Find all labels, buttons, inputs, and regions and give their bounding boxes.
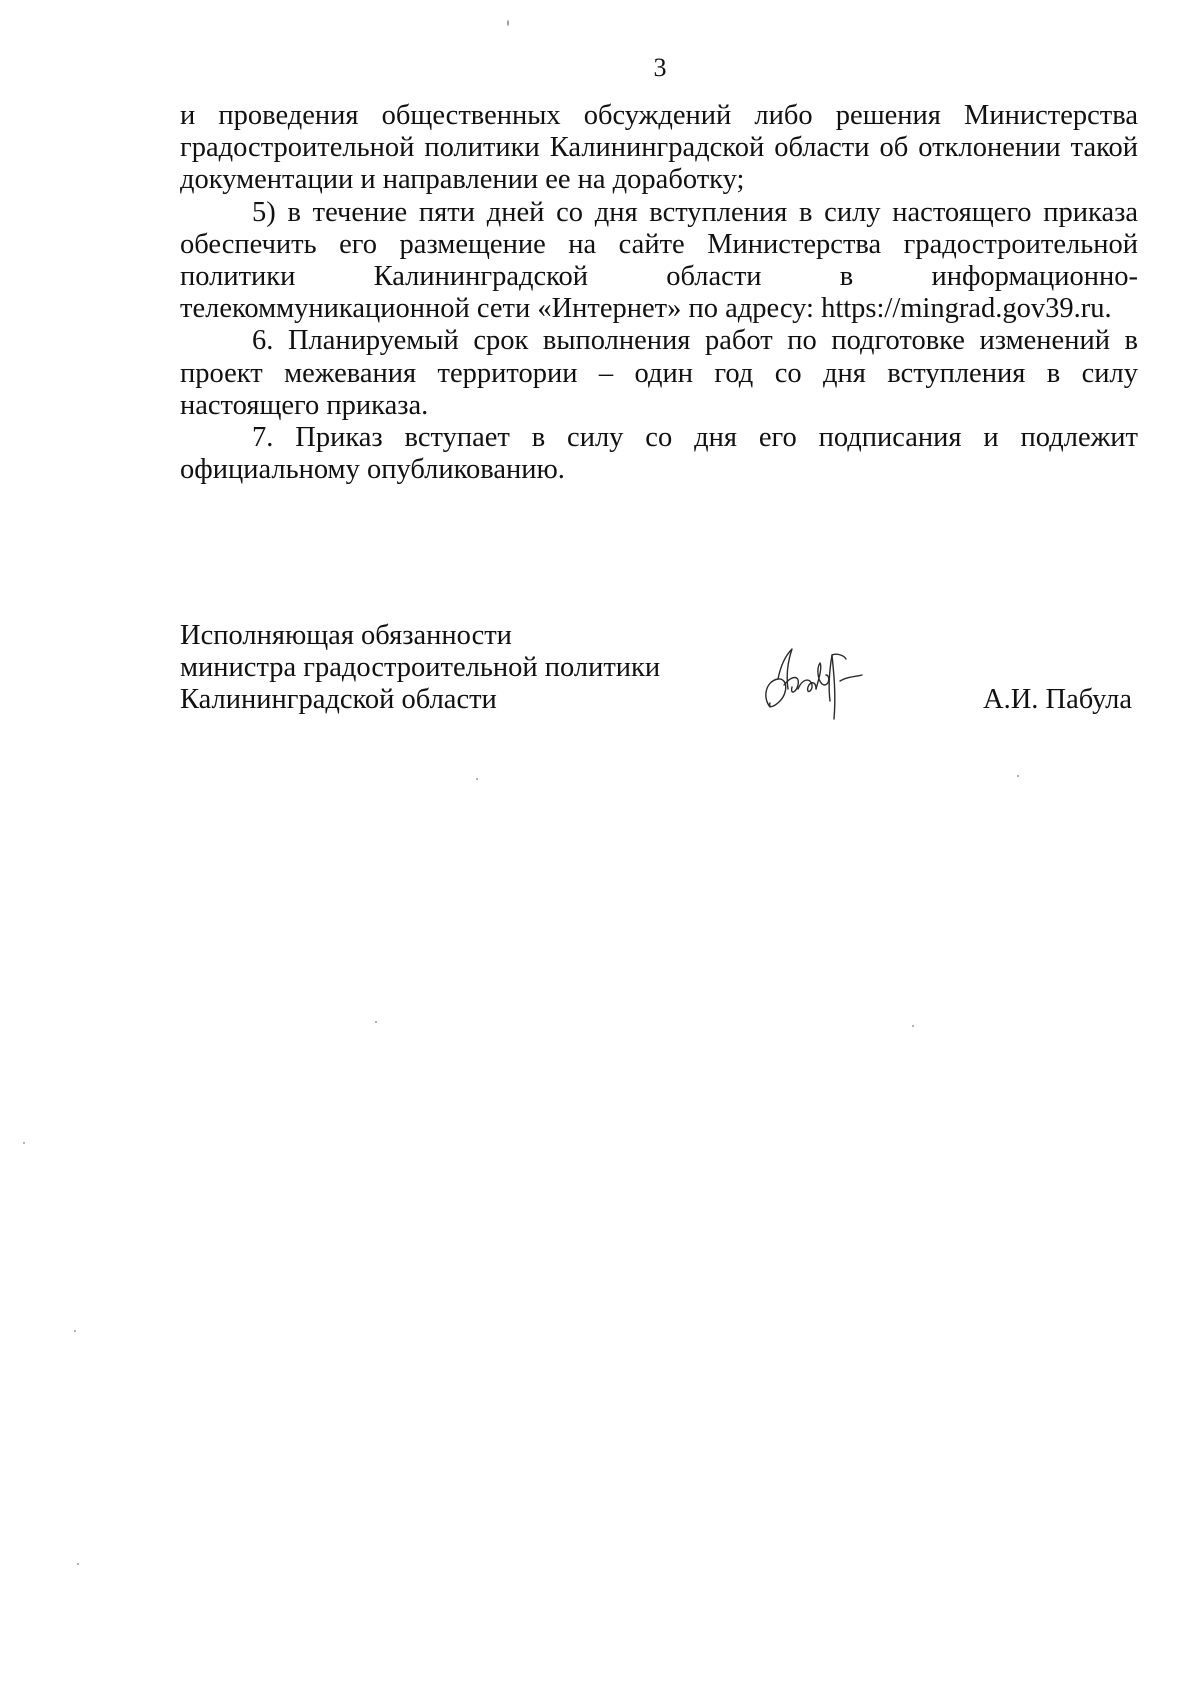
scan-speck [77,1563,79,1565]
signatory-name: А.И. Пабула [983,684,1133,715]
paragraph-item-5: 5) в течение пяти дней со дня вступления в силу настоящего приказа обеспечить его размещение на сайте Министерства градостроительной политики Калининградской области в информационно-телекоммуникационной сети «Интернет» по адресу: https://mingrad.gov39.ru. [180,196,1138,325]
signatory-position-line: Калининградской области [180,684,497,715]
page-number: 3 [653,53,667,82]
scan-speck [476,778,478,780]
paragraph-item-6: 6. Планируемый срок выполнения работ по подготовке изменений в проект межевания территории – один год со дня вступления в силу настоящего приказа. [180,325,1138,421]
scan-speck [1017,775,1019,777]
signatory-position [180,620,660,716]
scan-speck [507,20,509,26]
scan-speck [23,1142,25,1144]
signatory-position-line: Исполняющая обязанности [180,620,512,651]
order-body-text [180,100,1138,486]
paragraph-continuation: и проведения общественных обсуждений либо решения Министерства градостроительной политики Калининградской области об отклонении такой документации и направлении ее на доработку; [180,100,1138,196]
paragraph-item-7: 7. Приказ вступает в силу со дня его подписания и подлежит официальному опубликованию. [180,422,1138,486]
handwritten-signature [758,645,870,725]
signatory-position-line: министра градостроительной политики [180,652,661,683]
scan-speck [912,1025,914,1027]
scan-speck [375,1021,377,1023]
scan-speck [74,1330,76,1332]
